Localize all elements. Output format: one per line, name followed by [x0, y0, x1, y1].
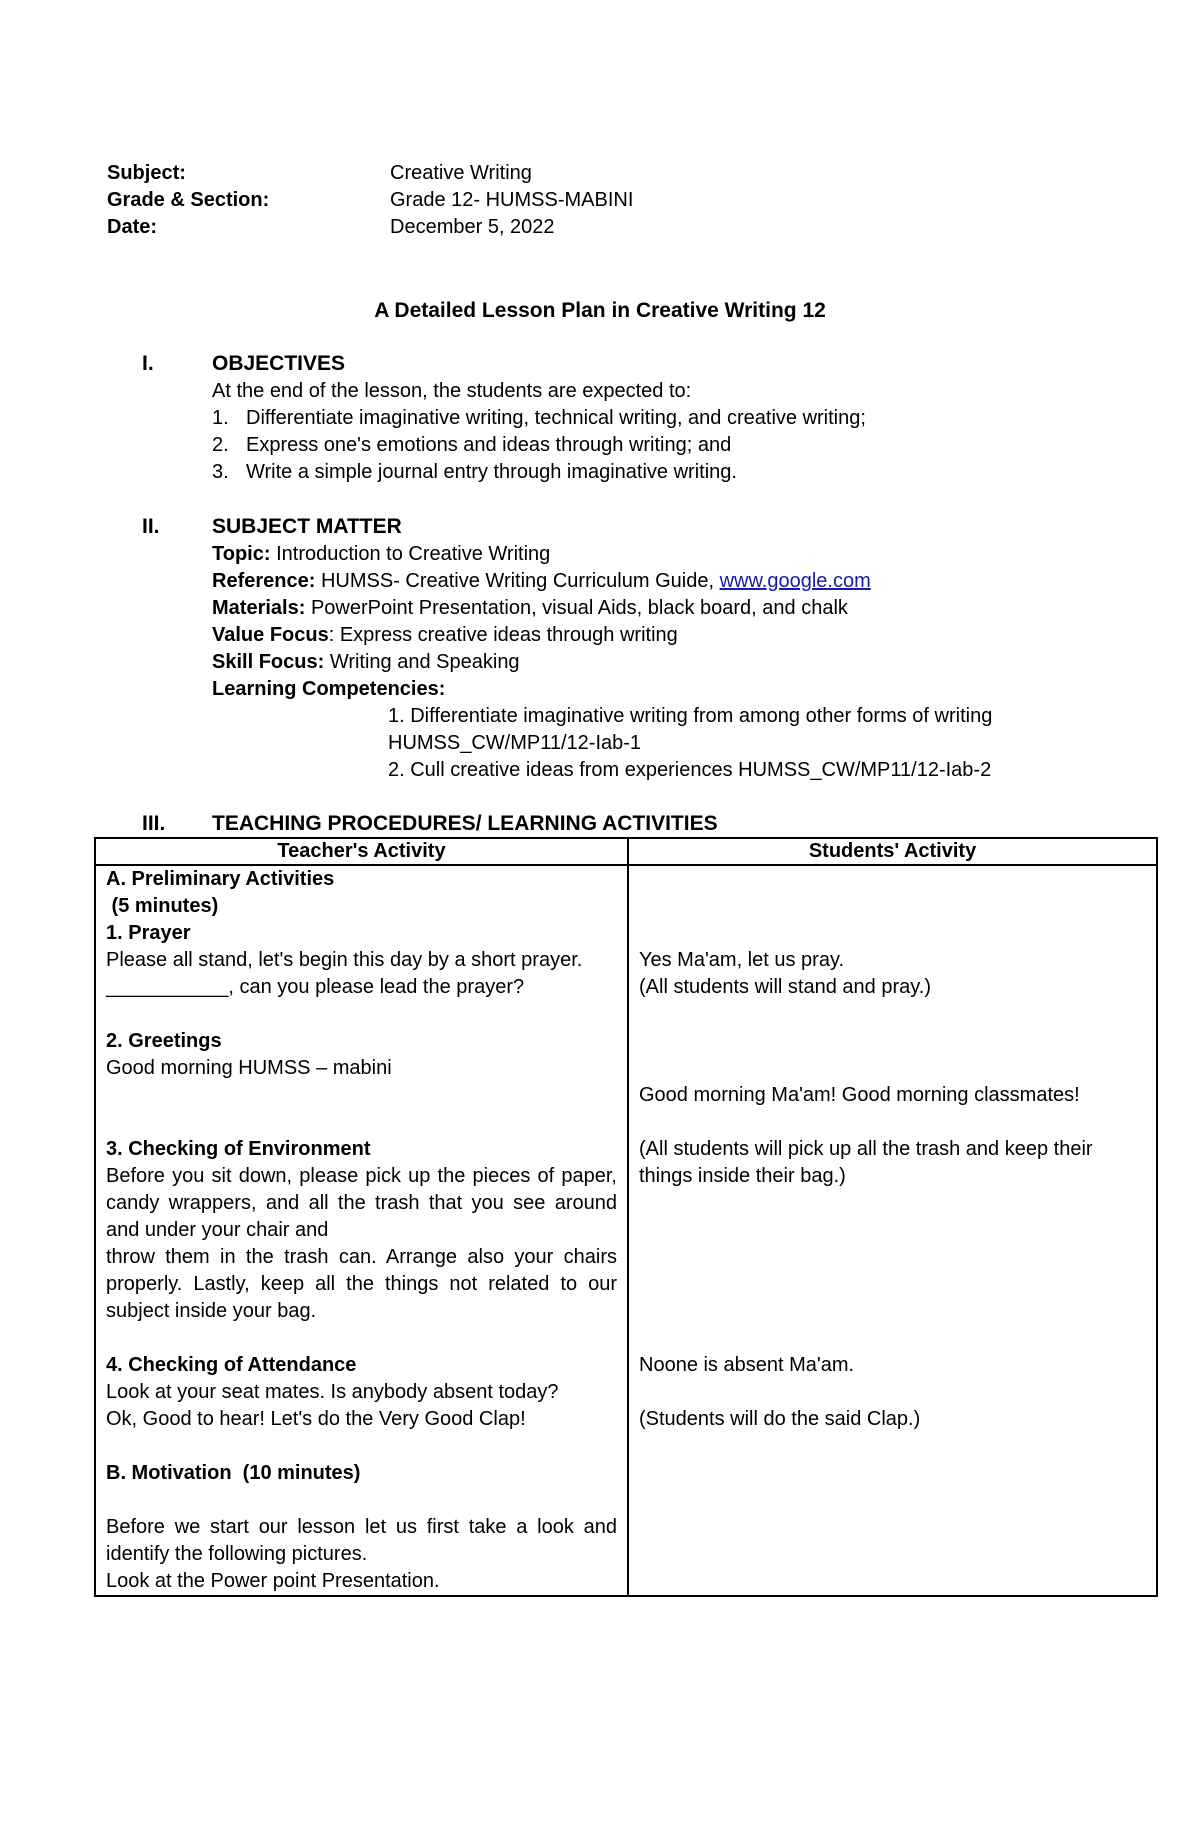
grade-value: Grade 12- HUMSS-MABINI: [390, 189, 634, 211]
competency-line: 1. Differentiate imaginative writing from among other forms of writing: [388, 705, 993, 728]
value-focus-line: [212, 622, 992, 649]
attendance-teacher-line: Ok, Good to hear! Let's do the Very Good Clap!: [106, 1408, 526, 1430]
spacer: [639, 1190, 1146, 1217]
environment-student-text: (All students will pick up all the trash and keep their things inside their bag.): [639, 1138, 1093, 1187]
preliminary-time: (5 minutes): [106, 895, 219, 917]
skill-focus-value: Writing and Speaking: [329, 651, 520, 674]
materials-value: PowerPoint Presentation, visual Aids, black board, and chalk: [310, 597, 848, 620]
prayer-student-line: (All students will stand and pray.): [639, 976, 931, 998]
students-activity-cell: [628, 865, 1157, 1596]
attendance-student-line: (Students will do the said Clap.): [639, 1408, 921, 1430]
objective-number: 2.: [212, 434, 229, 457]
competency-line: 2. Cull creative ideas from experiences HUMSS_CW/MP11/12-Iab-2: [388, 759, 992, 782]
prayer-student-line: Yes Ma'am, let us pray.: [639, 949, 845, 971]
skill-focus-label: Skill Focus:: [212, 651, 325, 674]
objective-item: [212, 405, 866, 432]
prayer-teacher-line: ___________, can you please lead the prayer?: [106, 976, 525, 998]
motivation-heading: B. Motivation (10 minutes): [106, 1462, 361, 1484]
header-meta: [107, 160, 633, 241]
greetings-teacher-line: Good morning HUMSS – mabini: [106, 1057, 392, 1079]
spacer: [106, 1082, 617, 1109]
procedures-heading: [142, 810, 718, 838]
objective-number: 1.: [212, 407, 229, 430]
materials-line: [212, 595, 992, 622]
motivation-teacher-line: Look at the Power point Presentation.: [106, 1570, 440, 1592]
procedures-title: TEACHING PROCEDURES/ LEARNING ACTIVITIES: [212, 812, 718, 835]
subject-matter-title: SUBJECT MATTER: [212, 515, 402, 538]
greetings-student-line: Good morning Ma'am! Good morning classmates!: [639, 1084, 1080, 1106]
objectives-heading: [142, 350, 866, 378]
spacer: [639, 1109, 1146, 1136]
skill-focus-line: [212, 649, 992, 676]
spacer: [106, 1433, 617, 1460]
topic-line: [212, 541, 992, 568]
competencies-label: Learning Competencies:: [212, 678, 446, 701]
objective-item: [212, 432, 866, 459]
objectives-section: [142, 350, 866, 486]
teacher-activity-cell: [95, 865, 628, 1596]
reference-link[interactable]: www.google.com: [719, 570, 871, 593]
objectives-intro: At the end of the lesson, the students are expected to:: [212, 380, 692, 403]
environment-heading: 3. Checking of Environment: [106, 1138, 371, 1160]
attendance-heading: 4. Checking of Attendance: [106, 1354, 357, 1376]
spacer: [106, 1109, 617, 1136]
prayer-heading: 1. Prayer: [106, 922, 191, 944]
competency-code: HUMSS_CW/MP11/12-Iab-1: [388, 732, 642, 755]
value-focus-value: : Express creative ideas through writing: [328, 624, 678, 647]
table-header-row: [95, 838, 1157, 865]
spacer: [106, 1487, 617, 1514]
spacer: [639, 1298, 1146, 1325]
environment-teacher-text: Before you sit down, please pick up the pieces of paper, candy wrappers, and all the trash that you see around and under your chair and: [106, 1165, 617, 1241]
date-label: Date:: [107, 216, 158, 238]
procedures-section: [142, 810, 718, 838]
subject-matter-section: [142, 513, 992, 784]
subject-matter-body: [142, 541, 992, 784]
value-focus-label: Value Focus: [212, 624, 329, 647]
greetings-heading: 2. Greetings: [106, 1030, 222, 1052]
grade-label: Grade & Section:: [107, 189, 270, 211]
spacer: [639, 1055, 1146, 1082]
spacer: [639, 1001, 1146, 1028]
subject-matter-number: II.: [142, 515, 160, 538]
spacer: [639, 920, 1146, 947]
students-column-header: Students' Activity: [628, 838, 1157, 865]
teacher-column-header: Teacher's Activity: [95, 838, 628, 865]
reference-label: Reference:: [212, 570, 316, 593]
spacer: [106, 1001, 617, 1028]
objectives-number: I.: [142, 352, 154, 375]
objectives-body: [142, 378, 866, 486]
spacer: [639, 1379, 1146, 1406]
spacer: [639, 1325, 1146, 1352]
attendance-teacher-line: Look at your seat mates. Is anybody absent today?: [106, 1381, 559, 1403]
spacer: [639, 1271, 1146, 1298]
materials-label: Materials:: [212, 597, 306, 620]
procedures-number: III.: [142, 812, 166, 835]
activities-table: [94, 837, 1158, 1597]
spacer: [106, 1325, 617, 1352]
objective-text: Write a simple journal entry through imaginative writing.: [246, 461, 737, 484]
subject-matter-heading: [142, 513, 992, 541]
subject-row: [107, 160, 633, 187]
objectives-title: OBJECTIVES: [212, 352, 346, 375]
reference-line: [212, 568, 992, 595]
reference-value: HUMSS- Creative Writing Curriculum Guide,: [320, 570, 715, 593]
prayer-teacher-line: Please all stand, let's begin this day by a short prayer.: [106, 949, 583, 971]
document-title: A Detailed Lesson Plan in Creative Writing 12: [374, 299, 826, 322]
objective-text: Differentiate imaginative writing, technical writing, and creative writing;: [246, 407, 866, 430]
table-row: [95, 865, 1157, 1596]
preliminary-heading: A. Preliminary Activities: [106, 868, 335, 890]
subject-value: Creative Writing: [390, 162, 532, 184]
date-value: December 5, 2022: [390, 216, 555, 238]
topic-label: Topic:: [212, 543, 271, 566]
objective-item: [212, 459, 866, 486]
attendance-student-line: Noone is absent Ma'am.: [639, 1354, 855, 1376]
spacer: [639, 1217, 1146, 1244]
spacer: [639, 1244, 1146, 1271]
motivation-teacher-text: Before we start our lesson let us first take a look and identify the following pictures.: [106, 1516, 617, 1565]
spacer: [639, 1028, 1146, 1055]
topic-value: Introduction to Creative Writing: [276, 543, 551, 566]
grade-row: [107, 187, 633, 214]
spacer: [639, 893, 1146, 920]
spacer: [639, 866, 1146, 893]
subject-label: Subject:: [107, 162, 186, 184]
environment-teacher-text: throw them in the trash can. Arrange also your chairs properly. Lastly, keep all the things not related to our subject inside your bag.: [106, 1246, 617, 1322]
objective-text: Express one's emotions and ideas through writing; and: [246, 434, 732, 457]
objective-number: 3.: [212, 461, 229, 484]
date-row: [107, 214, 633, 241]
